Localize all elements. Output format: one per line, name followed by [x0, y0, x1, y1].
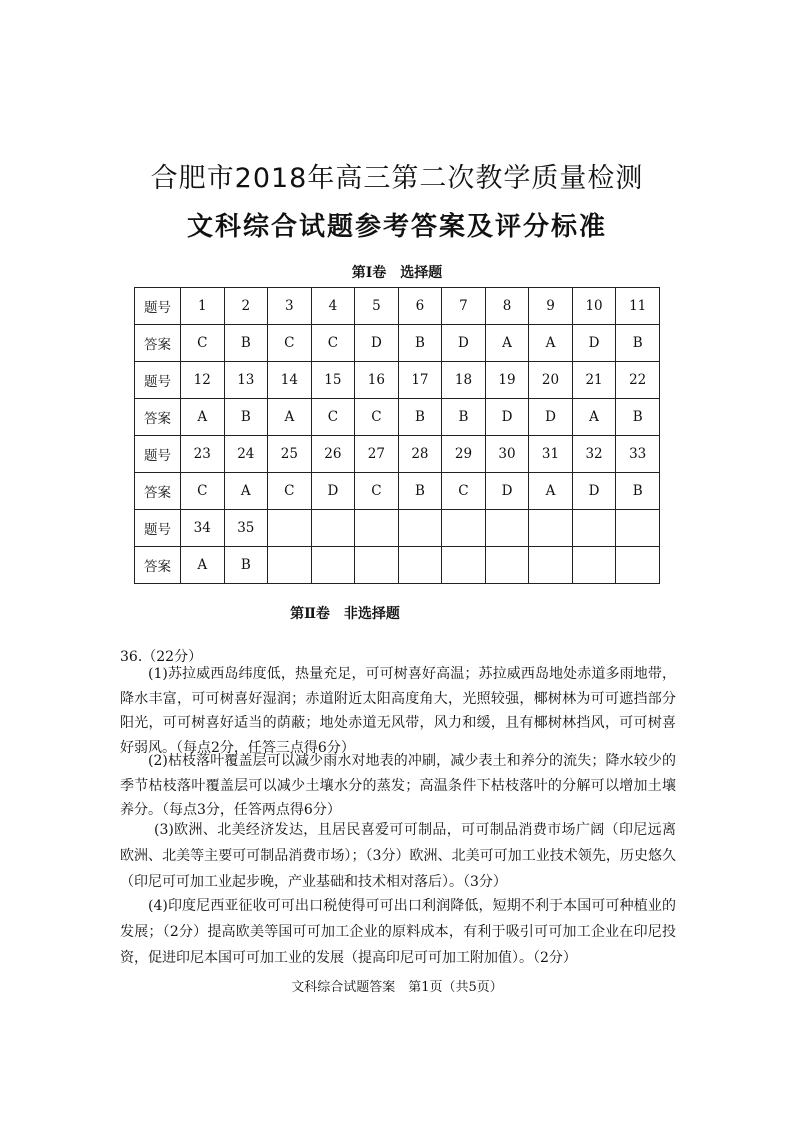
question-number-cell: 15: [311, 362, 355, 399]
answer-paragraph-2: (2)枯枝落叶覆盖层可以减少雨水对地表的冲刷，减少表土和养分的流失；降水较少的季节枯枝落叶覆盖层可以减少土壤水分的蒸发；高温条件下枯枝落叶的分解可以增加土壤养分。（每点3分，任答两点得6分）: [120, 753, 676, 818]
answer-cell: A: [529, 325, 573, 362]
answer-cell: A: [224, 473, 268, 510]
question-number-cell: [572, 510, 616, 547]
answer-cell: A: [485, 325, 529, 362]
answer-cell: C: [181, 473, 225, 510]
question-number-cell: 2: [224, 288, 268, 325]
answer-cell: C: [311, 325, 355, 362]
question-number-cell: 28: [398, 436, 442, 473]
question-number-cell: 20: [529, 362, 573, 399]
answer-paragraph-4: (4)印度尼西亚征收可可出口税使得可可出口利润降低，短期不利于本国可可种植业的发展；（2分）提高欧美等国可可加工企业的原料成本，有利于吸引可可加工企业在印尼投资，促进印尼本国可可加工业的发展（提高印尼可可加工附加值）。（2分）: [120, 898, 676, 966]
answer-label: 答案: [135, 547, 181, 584]
answer-cell: [485, 547, 529, 584]
answer-cell: D: [529, 399, 573, 436]
answer-cell: A: [268, 399, 312, 436]
answer-row: [135, 399, 660, 436]
answer-cell: [616, 547, 660, 584]
answer-cell: [529, 547, 573, 584]
question-number-label: 题号: [135, 436, 181, 473]
question-number-row: [135, 288, 660, 325]
question-number-cell: 12: [181, 362, 225, 399]
answer-cell: A: [572, 399, 616, 436]
answer-paragraph-1: (1)苏拉威西岛纬度低，热量充足，可可树喜好高温；苏拉威西岛地处赤道多雨地带，降水丰富，可可树喜好湿润；赤道附近太阳高度角大，光照较强，椰树林为可可遮挡部分阳光，可可树喜好适当的荫蔽；地处赤道无风带，风力和缓，且有椰树林挡风，可可树喜好弱风。（每点2分，任答三点得6分）: [120, 666, 676, 756]
question-number-row: [135, 436, 660, 473]
answer-cell: [268, 547, 312, 584]
answer-cell: B: [224, 399, 268, 436]
answer-cell: [398, 547, 442, 584]
answer-label: 答案: [135, 325, 181, 362]
answer-cell: B: [616, 325, 660, 362]
answer-paragraph-3: (3)欧洲、北美经济发达，且居民喜爱可可制品，可可制品消费市场广阔（印尼远离欧洲、北美等主要可可制品消费市场）；（3分）欧洲、北美可可加工业技术领先，历史悠久（印尼可可加工业起步晚，产业基础和技术相对落后）。（3分）: [120, 822, 676, 890]
question-number-row: [135, 362, 660, 399]
section1-title: 第Ⅰ卷 选择题: [351, 265, 443, 281]
question-number-cell: [311, 510, 355, 547]
question-number-cell: [268, 510, 312, 547]
question-number-cell: 33: [616, 436, 660, 473]
answer-label: 答案: [135, 473, 181, 510]
answer-cell: C: [311, 399, 355, 436]
answer-table: [134, 287, 660, 584]
document-title: 合肥市2018年高三第二次教学质量检测: [150, 163, 644, 194]
question-number-cell: 24: [224, 436, 268, 473]
answer-cell: D: [572, 473, 616, 510]
answer-cell: B: [398, 325, 442, 362]
question-number-cell: 14: [268, 362, 312, 399]
question-number-row: [135, 510, 660, 547]
question-number-cell: 8: [485, 288, 529, 325]
question-number-cell: 27: [355, 436, 399, 473]
page-footer: 文科综合试题答案 第1页（共5页）: [291, 980, 503, 995]
answer-cell: D: [355, 325, 399, 362]
answer-cell: B: [224, 547, 268, 584]
question-number-cell: 22: [616, 362, 660, 399]
answer-cell: B: [616, 399, 660, 436]
question-number-cell: 26: [311, 436, 355, 473]
question-number-cell: 11: [616, 288, 660, 325]
answer-label: 答案: [135, 399, 181, 436]
section2-title: 第Ⅱ卷 非选择题: [290, 606, 400, 622]
answer-row: [135, 325, 660, 362]
question-number-cell: 17: [398, 362, 442, 399]
question-number-cell: 13: [224, 362, 268, 399]
question-number-cell: 3: [268, 288, 312, 325]
question-36-heading: 36.（22分）: [120, 649, 203, 665]
answer-cell: A: [529, 473, 573, 510]
question-number-cell: 18: [442, 362, 486, 399]
answer-cell: A: [181, 547, 225, 584]
answer-cell: A: [181, 399, 225, 436]
answer-cell: [311, 547, 355, 584]
question-number-label: 题号: [135, 288, 181, 325]
question-number-cell: 7: [442, 288, 486, 325]
question-number-cell: 25: [268, 436, 312, 473]
answer-cell: B: [398, 399, 442, 436]
answer-cell: [355, 547, 399, 584]
question-number-cell: 1: [181, 288, 225, 325]
answer-cell: B: [398, 473, 442, 510]
question-number-cell: [616, 510, 660, 547]
answer-cell: B: [616, 473, 660, 510]
question-number-cell: 30: [485, 436, 529, 473]
question-number-cell: [355, 510, 399, 547]
answer-cell: [442, 547, 486, 584]
answer-cell: [572, 547, 616, 584]
question-number-label: 题号: [135, 510, 181, 547]
question-number-cell: [529, 510, 573, 547]
question-number-cell: 9: [529, 288, 573, 325]
question-number-cell: 6: [398, 288, 442, 325]
answer-cell: D: [485, 473, 529, 510]
answer-row: [135, 473, 660, 510]
question-number-cell: 31: [529, 436, 573, 473]
question-number-cell: 35: [224, 510, 268, 547]
answer-cell: B: [224, 325, 268, 362]
question-number-label: 题号: [135, 362, 181, 399]
answer-cell: C: [181, 325, 225, 362]
answer-cell: D: [485, 399, 529, 436]
document-subtitle: 文科综合试题参考答案及评分标准: [186, 212, 607, 242]
answer-cell: D: [311, 473, 355, 510]
question-number-cell: 32: [572, 436, 616, 473]
answer-cell: B: [442, 399, 486, 436]
question-number-cell: [398, 510, 442, 547]
question-number-cell: 5: [355, 288, 399, 325]
question-number-cell: 23: [181, 436, 225, 473]
question-number-cell: [442, 510, 486, 547]
question-number-cell: 10: [572, 288, 616, 325]
question-number-cell: 34: [181, 510, 225, 547]
question-number-cell: 29: [442, 436, 486, 473]
answer-cell: C: [442, 473, 486, 510]
question-number-cell: 19: [485, 362, 529, 399]
answer-cell: C: [268, 325, 312, 362]
question-number-cell: 21: [572, 362, 616, 399]
question-number-cell: [485, 510, 529, 547]
answer-cell: C: [268, 473, 312, 510]
answer-cell: C: [355, 399, 399, 436]
answer-cell: D: [442, 325, 486, 362]
question-number-cell: 16: [355, 362, 399, 399]
answer-row: [135, 547, 660, 584]
answer-cell: C: [355, 473, 399, 510]
answer-cell: D: [572, 325, 616, 362]
question-number-cell: 4: [311, 288, 355, 325]
